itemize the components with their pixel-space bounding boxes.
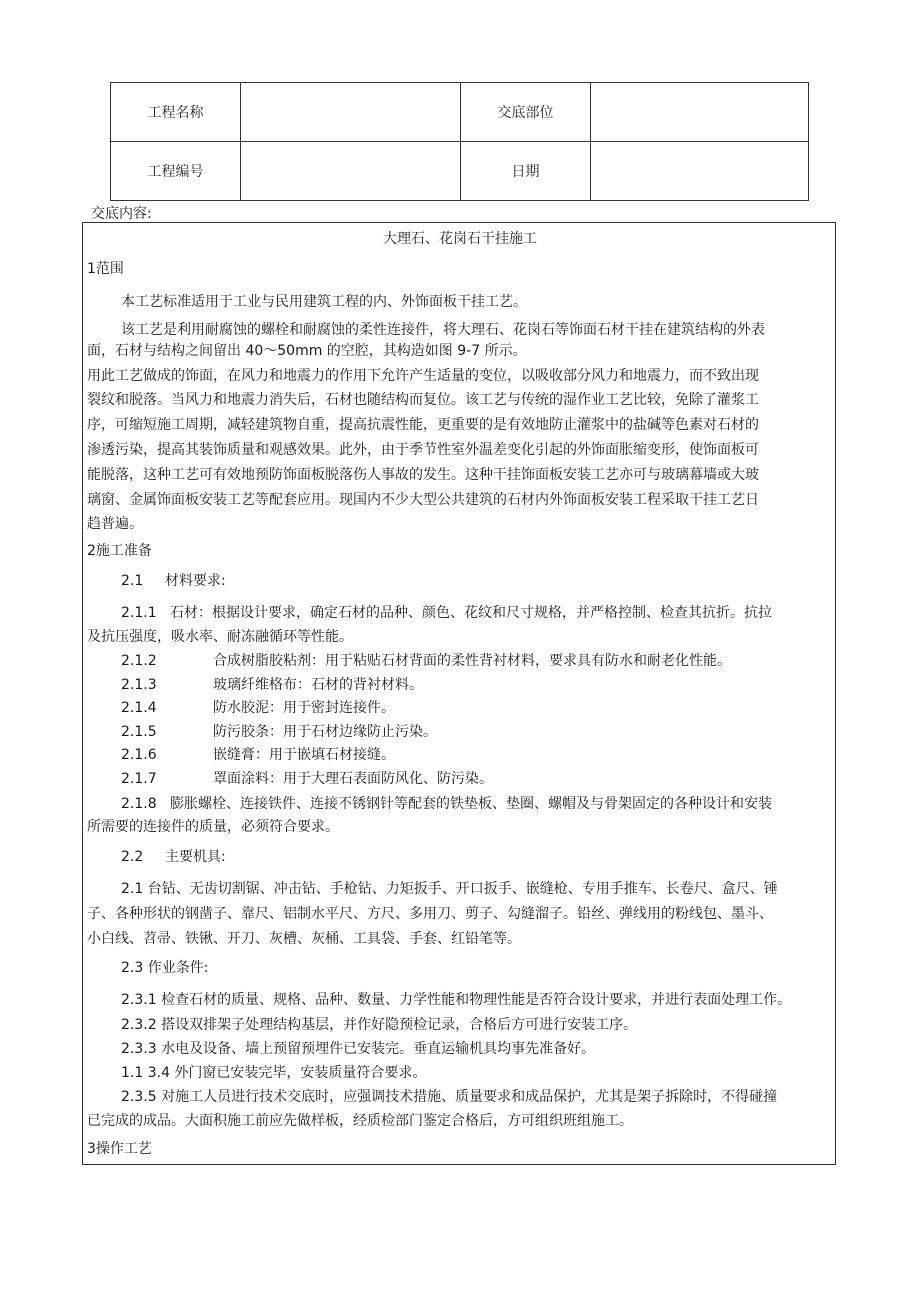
item-2-3-5-line-1: 2.3.5 对施工人员进行技术交底时，应强调技术措施、质量要求和成品保护，尤其是架子拆除时，不得碰撞 xyxy=(121,1089,778,1105)
date-field xyxy=(591,142,809,201)
item-2-3-5-line-2: 已完成的成品。大面积施工前应先做样板，经质检部门鉴定合格后，方可组织班组施工。 xyxy=(87,1113,633,1129)
tools-line-3: 小白线、苕帚、铁锹、开刀、灰槽、灰桶、工具袋、手套、红铅笔等。 xyxy=(87,931,521,947)
date-label: 日期 xyxy=(461,142,591,201)
item-2-1-7-text: 罩面涂料：用于大理石表面防风化、防污染。 xyxy=(213,771,493,787)
item-2-1-5-text: 防污胶条：用于石材边缘防止污染。 xyxy=(213,724,437,740)
doc-title: 大理石、花岗石干挂施工 xyxy=(383,231,537,247)
project-no-label: 工程编号 xyxy=(111,142,241,201)
paragraph-1: 本工艺标准适用于工业与民用建筑工程的内、外饰面板干挂工艺。 xyxy=(121,294,527,310)
item-2-1-2-text: 合成树脂胶粘剂：用于粘贴石材背面的柔性背衬材料，要求具有防水和耐老化性能。 xyxy=(213,653,731,669)
item-number: 2.1.1 xyxy=(121,605,157,621)
paragraph-3-line-3: 序，可缩短施工周期，减轻建筑物自重，提高抗震性能，更重要的是有效地防止灌浆中的盐碱等色素对石材的 xyxy=(87,417,759,433)
item-2-1-8-line-1 xyxy=(121,794,772,814)
item-2-3-2: 2.3.2 搭设双排架子处理结构基层，并作好隐预检记录，合格后方可进行安装工序。 xyxy=(121,1017,638,1033)
item-text: 石材：根据设计要求，确定石材的品种、颜色、花纹和尺寸规格，并严格控制、检查其抗折。抗拉 xyxy=(169,605,772,621)
section-2-2-number: 2.2 xyxy=(121,849,144,865)
item-2-1-6-text: 嵌缝膏：用于嵌填石材接缝。 xyxy=(213,747,395,763)
header-table xyxy=(110,82,809,201)
section-2-1-text: 材料要求: xyxy=(165,573,226,589)
section-2-2-text: 主要机具: xyxy=(165,849,226,865)
item-2-1-4-number: 2.1.4 xyxy=(121,700,157,716)
disclosure-part-field xyxy=(591,83,809,142)
header-row-1 xyxy=(111,83,809,142)
content-label: 交底内容: xyxy=(91,206,152,222)
paragraph-2-line-2: 面，石材与结构之间留出 40～50mm 的空腔，其构造如图 9-7 所示。 xyxy=(87,343,527,359)
project-no-field xyxy=(241,142,461,201)
tools-line-2: 子、各种形状的钢凿子、靠尺、铝制水平尺、方尺、多用刀、剪子、勾缝溜子。铅丝、弹线用的粉线包、墨斗、 xyxy=(87,906,773,922)
item-2-3-4: 1.1 3.4 外门窗已安装完毕，安装质量符合要求。 xyxy=(121,1065,427,1081)
paragraph-3-line-6: 璃窗、金属饰面板安装工艺等配套应用。现国内不少大型公共建筑的石材内外饰面板安装工程采取干挂工艺日 xyxy=(87,492,759,508)
section-1-heading: 1范围 xyxy=(87,261,124,277)
section-2-1-number: 2.1 xyxy=(121,573,144,589)
section-2-heading: 2施工准备 xyxy=(87,543,152,559)
item-2-1-3-text: 玻璃纤维格布：石材的背衬材料。 xyxy=(213,677,423,693)
header-row-2 xyxy=(111,142,809,201)
item-2-3-1: 2.3.1 检查石材的质量、规格、品种、数量、力学性能和物理性能是否符合设计要求，并进行表面处理工作。 xyxy=(121,992,792,1008)
item-text: 膨胀螺栓、连接铁件、连接不锈钢针等配套的铁垫板、垫圈、螺帽及与骨架固定的各种设计和安装 xyxy=(169,796,772,812)
paragraph-3-line-4: 渗透污染，提高其装饰质量和观感效果。此外，由于季节性室外温差变化引起的外饰面胀缩变形，使饰面板可 xyxy=(87,442,759,458)
section-2-3-heading: 2.3 作业条件: xyxy=(121,960,209,976)
item-2-1-1-line-2: 及抗压强度，吸水率、耐冻融循环等性能。 xyxy=(87,629,353,645)
paragraph-3-line-1: 用此工艺做成的饰面，在风力和地震力的作用下允许产生适量的变位，以吸收部分风力和地震力，而不致出现 xyxy=(87,368,759,384)
section-3-heading: 3操作工艺 xyxy=(87,1141,152,1157)
project-name-field xyxy=(241,83,461,142)
item-2-1-3-number: 2.1.3 xyxy=(121,677,157,693)
content-box xyxy=(82,222,836,1165)
item-2-1-8-line-2: 所需要的连接件的质量，必须符合要求。 xyxy=(87,819,339,835)
item-2-1-4-text: 防水胶泥：用于密封连接件。 xyxy=(213,700,395,716)
item-2-1-6-number: 2.1.6 xyxy=(121,747,157,763)
paragraph-2-line-1: 该工艺是利用耐腐蚀的螺栓和耐腐蚀的柔性连接件，将大理石、花岗石等饰面石材干挂在建筑结构的外表 xyxy=(121,322,765,338)
item-2-3-3: 2.3.3 水电及设备、墙上预留预埋件已安装完。垂直运输机具均事先准备好。 xyxy=(121,1041,596,1057)
item-2-1-5-number: 2.1.5 xyxy=(121,724,157,740)
item-number: 2.1.8 xyxy=(121,796,157,812)
paragraph-3-line-2: 裂纹和脱落。当风力和地震力消失后，石材也随结构而复位。该工艺与传统的湿作业工艺比较，免除了灌浆工 xyxy=(87,392,759,408)
item-2-1-7-number: 2.1.7 xyxy=(121,771,157,787)
paragraph-3-line-5: 能脱落，这种工艺可有效地预防饰面板脱落伤人事故的发生。这种干挂饰面板安装工艺亦可与玻璃幕墙或大玻 xyxy=(87,467,759,483)
disclosure-part-label: 交底部位 xyxy=(461,83,591,142)
tools-line-1: 2.1 台钻、无齿切割锯、冲击钻、手枪钻、力矩扳手、开口扳手、嵌缝枪、专用手推车、长卷尺、盒尺、锤 xyxy=(121,881,778,897)
item-2-1-2-number: 2.1.2 xyxy=(121,653,157,669)
paragraph-3-line-7: 趋普遍。 xyxy=(87,516,143,532)
project-name-label: 工程名称 xyxy=(111,83,241,142)
item-2-1-1-line-1 xyxy=(121,603,772,623)
